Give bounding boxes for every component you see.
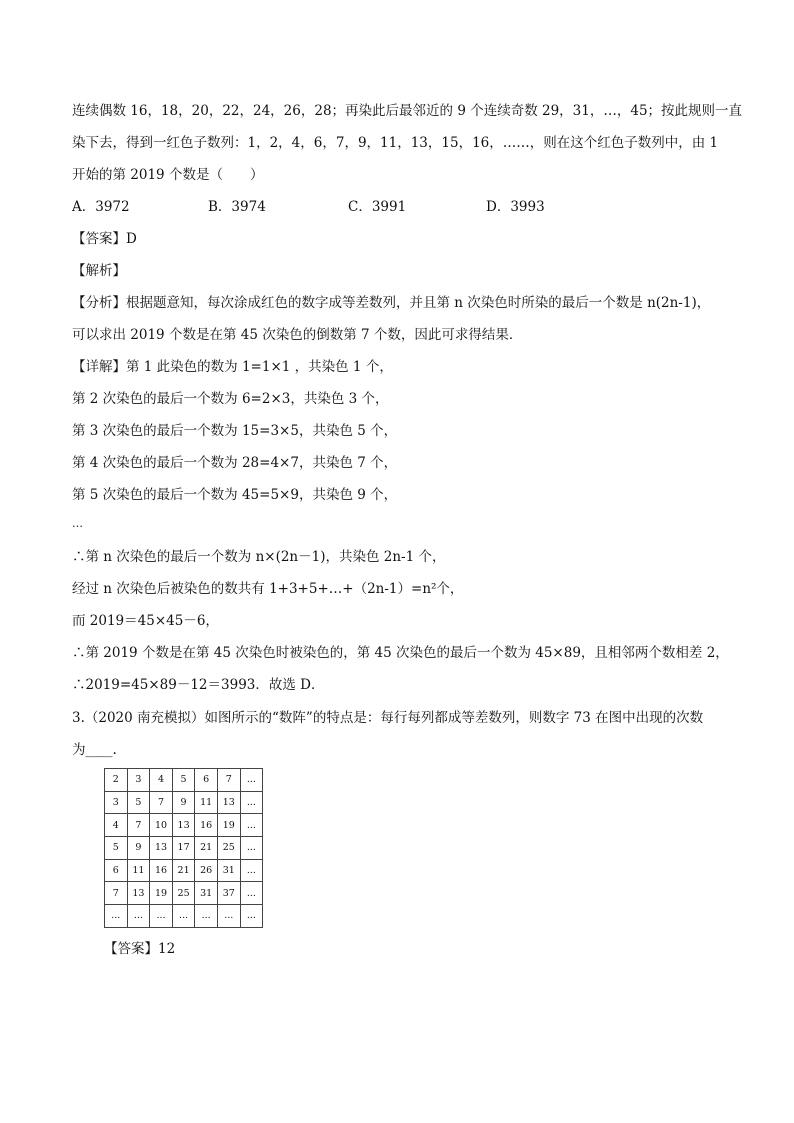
table-cell: ... [240,837,263,860]
option-d: D．3993 [486,199,545,215]
option-c: C．3991 [348,199,407,215]
table-row [105,859,263,882]
table-cell: 3 [127,769,150,792]
table-cell: 13 [217,791,240,814]
table-row [105,905,263,928]
table-row [105,814,263,837]
table-cell: 19 [217,814,240,837]
table-cell: 37 [217,882,240,905]
ellipsis: … [72,517,84,530]
table-cell: 7 [217,769,240,792]
table-cell: 25 [217,837,240,860]
table-cell: 5 [172,769,195,792]
table-row [105,882,263,905]
detail-line-1: 【详解】第 1 此染色的数为 1=1×1 ，共染色 1 个， [72,359,393,375]
conclusion-line-2: 经过 n 次染色后被染色的数共有 1+3+5+…+（2n-1）=n²个， [72,581,464,597]
table-cell: ... [240,882,263,905]
table-cell: 4 [105,814,128,837]
table-cell: 16 [150,859,173,882]
table-cell: 9 [172,791,195,814]
table-cell: ... [150,905,173,928]
conclusion-line-3: 而 2019＝45×45－6， [72,613,219,629]
table-cell: ... [240,791,263,814]
table-cell: ... [127,905,150,928]
question-text-line-3: 开始的第 2019 个数是（ ） [72,167,264,183]
table-cell: 21 [172,859,195,882]
table-cell: 19 [150,882,173,905]
analysis-heading: 【解析】 [72,263,126,279]
option-b: B．3974 [208,199,266,215]
table-cell: 25 [172,882,195,905]
table-cell: 4 [150,769,173,792]
answer-label: 【答案】D [72,231,137,247]
detail-line-5: 第 5 次染色的最后一个数为 45=5×9，共染色 9 个， [72,487,398,503]
table-cell: 13 [150,837,173,860]
table-cell: 7 [150,791,173,814]
table-cell: 5 [105,837,128,860]
table-cell: ... [105,905,128,928]
question3-line-1: 3.（2020 南充模拟）如图所示的“数阵”的特点是：每行每列都成等差数列，则数字 73 在图中出现的次数 [72,710,704,726]
table-cell: 13 [172,814,195,837]
table-cell: ... [195,905,218,928]
table-cell: ... [240,905,263,928]
table-cell: 31 [195,882,218,905]
conclusion-line-1: ∴第 n 次染色的最后一个数为 n×(2n－1)，共染色 2n-1 个， [72,549,446,565]
detail-line-4: 第 4 次染色的最后一个数为 28=4×7，共染色 7 个， [72,455,398,471]
table-cell: 17 [172,837,195,860]
table-cell: ... [240,769,263,792]
table-cell: 6 [195,769,218,792]
table-cell: ... [240,814,263,837]
table-cell: 6 [105,859,128,882]
question3-line-2: 为____. [72,742,117,758]
detail-line-2: 第 2 次染色的最后一个数为 6=2×3，共染色 3 个， [72,391,389,407]
table-cell: ... [172,905,195,928]
table-cell: 11 [195,791,218,814]
table-cell: 16 [195,814,218,837]
conclusion-line-4: ∴第 2019 个数是在第 45 次染色时被染色的，第 45 次染色的最后一个数为 45×89，且相邻两个数相差 2， [72,645,729,661]
table-row [105,769,263,792]
table-row [105,837,263,860]
table-cell: ... [217,905,240,928]
number-array-table [104,768,263,928]
table-cell: 31 [217,859,240,882]
answer3-label: 【答案】12 [104,941,176,957]
table-cell: 9 [127,837,150,860]
table-cell: 13 [127,882,150,905]
table-row [105,791,263,814]
table-cell: 10 [150,814,173,837]
analysis-line-2: 可以求出 2019 个数是在第 45 次染色的倒数第 7 个数，因此可求得结果． [72,327,523,343]
detail-line-3: 第 3 次染色的最后一个数为 15=3×5，共染色 5 个， [72,423,398,439]
table-cell: 2 [105,769,128,792]
table-cell: 26 [195,859,218,882]
table-cell: 11 [127,859,150,882]
table-cell: ... [240,859,263,882]
table-cell: 5 [127,791,150,814]
table-cell: 7 [105,882,128,905]
table-cell: 21 [195,837,218,860]
conclusion-line-5: ∴2019=45×89－12＝3993．故选 D． [72,677,325,693]
question-text-line-1: 连续偶数 16，18，20，22，24，26，28；再染此后最邻近的 9 个连续奇数 29，31，…，45；按此规则一直 [72,103,743,119]
question-text-line-2: 染下去，得到一红色子数列：1，2，4，6，7，9，11，13，15，16，……，则在这个红色子数列中，由 1 [72,135,719,151]
table-cell: 3 [105,791,128,814]
analysis-line-1: 【分析】根据题意知，每次涂成红色的数字成等差数列，并且第 n 次染色时所染的最后一个数是 n(2n-1)， [72,295,711,311]
table-cell: 7 [127,814,150,837]
option-a: A．3972 [72,199,130,215]
